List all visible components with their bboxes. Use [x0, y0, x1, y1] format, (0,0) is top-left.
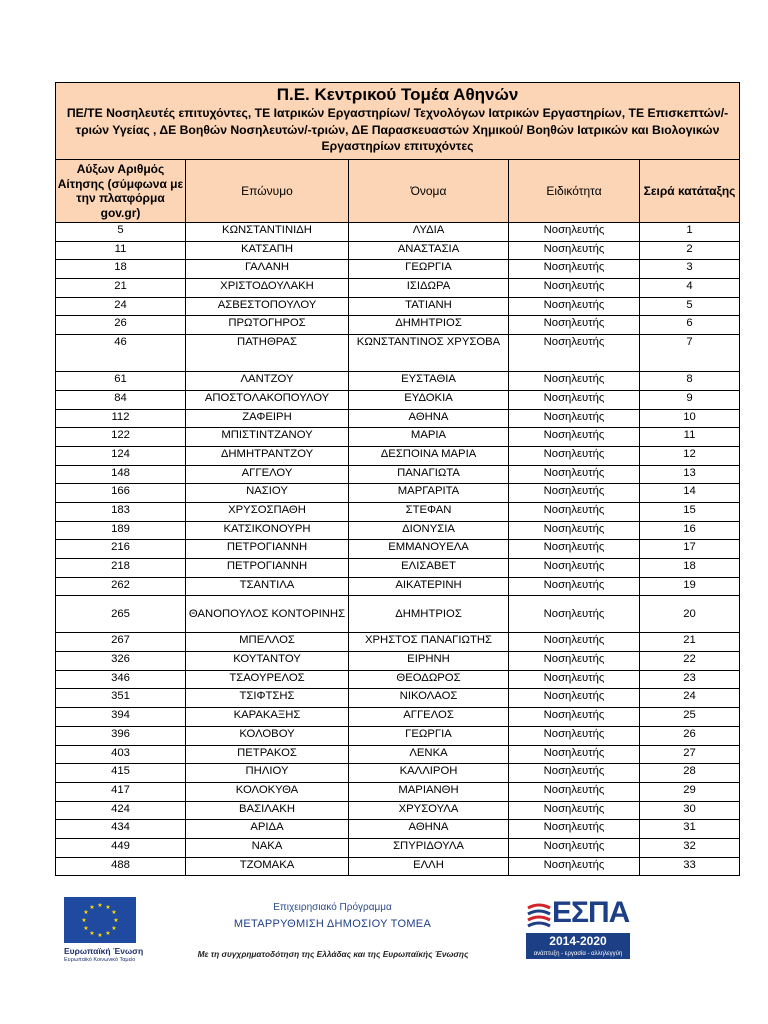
cell-surname: ΝΑΚΑ: [186, 838, 349, 857]
cell-surname: ΑΣΒΕΣΤΟΠΟΥΛΟΥ: [186, 297, 349, 316]
table-row: [56, 689, 740, 708]
cell-specialty: Νοσηλευτής: [509, 559, 640, 578]
cell-specialty: Νοσηλευτής: [509, 260, 640, 279]
cell-app-number: 183: [56, 502, 186, 521]
cell-surname: ΜΠΕΛΛΟΣ: [186, 633, 349, 652]
svg-text:★: ★: [81, 917, 87, 924]
eu-stars-icon: [64, 897, 136, 943]
cell-specialty: Νοσηλευτής: [509, 372, 640, 391]
cell-name: ΘΕΟΔΩΡΟΣ: [349, 670, 509, 689]
cell-app-number: 218: [56, 559, 186, 578]
cell-name: ΛΕΝΚΑ: [349, 745, 509, 764]
cell-specialty: Νοσηλευτής: [509, 465, 640, 484]
cell-rank: 8: [640, 372, 740, 391]
cell-rank: 4: [640, 279, 740, 298]
cell-surname: ΚΟΛΟΚΥΘΑ: [186, 782, 349, 801]
cell-app-number: 84: [56, 390, 186, 409]
cell-name: ΔΗΜΗΤΡΙΟΣ: [349, 316, 509, 335]
table-row: [56, 745, 740, 764]
cell-rank: 17: [640, 540, 740, 559]
cell-rank: 15: [640, 502, 740, 521]
cell-name: ΣΠΥΡΙΔΟΥΛΑ: [349, 838, 509, 857]
cell-name: ΕΙΡΗΝΗ: [349, 652, 509, 671]
cell-rank: 30: [640, 801, 740, 820]
table-row: [56, 577, 740, 596]
cell-rank: 23: [640, 670, 740, 689]
svg-text:★: ★: [97, 902, 103, 909]
cell-name: ΚΑΛΛΙΡΟΗ: [349, 764, 509, 783]
cell-surname: ΑΡΙΔΑ: [186, 820, 349, 839]
cell-surname: ΔΗΜΗΤΡΑΝΤΖΟΥ: [186, 446, 349, 465]
table-row: [56, 540, 740, 559]
eu-flag-logo: [64, 897, 136, 943]
cell-rank: 6: [640, 316, 740, 335]
table-row: [56, 465, 740, 484]
cell-surname: ΠΑΤΗΘΡΑΣ: [186, 335, 349, 372]
cell-specialty: Νοσηλευτής: [509, 857, 640, 876]
table-title: Π.Ε. Κεντρικού Τομέα Αθηνών: [276, 85, 519, 104]
cell-name: ΕΥΣΤΑΘΙΑ: [349, 372, 509, 391]
table-row: [56, 764, 740, 783]
cell-rank: 32: [640, 838, 740, 857]
table-row: [56, 801, 740, 820]
table-row: [56, 596, 740, 633]
cell-name: ΔΕΣΠΟΙΝΑ ΜΑΡΙΑ: [349, 446, 509, 465]
cell-app-number: 265: [56, 596, 186, 633]
cell-rank: 1: [640, 223, 740, 242]
cell-app-number: 262: [56, 577, 186, 596]
cell-app-number: 46: [56, 335, 186, 372]
cell-app-number: 326: [56, 652, 186, 671]
cell-specialty: Νοσηλευτής: [509, 726, 640, 745]
table-row: [56, 316, 740, 335]
table-row: [56, 726, 740, 745]
cell-name: ΕΜΜΑΝΟΥΕΛΑ: [349, 540, 509, 559]
cell-surname: ΤΣΑΟΥΡΕΛΟΣ: [186, 670, 349, 689]
svg-text:★: ★: [97, 932, 103, 939]
cell-specialty: Νοσηλευτής: [509, 409, 640, 428]
cell-rank: 14: [640, 484, 740, 503]
cell-rank: 2: [640, 241, 740, 260]
cell-name: ΚΩΝΣΤΑΝΤΙΝΟΣ ΧΡΥΣΟΒΑ: [349, 335, 509, 372]
cell-name: ΕΛΙΣΑΒΕΤ: [349, 559, 509, 578]
table-row: [56, 409, 740, 428]
cell-rank: 11: [640, 428, 740, 447]
cell-app-number: 351: [56, 689, 186, 708]
cell-name: ΜΑΡΙΑ: [349, 428, 509, 447]
table-row: [56, 279, 740, 298]
cell-surname: ΤΣΙΦΤΣΗΣ: [186, 689, 349, 708]
cell-specialty: Νοσηλευτής: [509, 745, 640, 764]
table-row: [56, 484, 740, 503]
cell-app-number: 5: [56, 223, 186, 242]
cell-surname: ΠΕΤΡΑΚΟΣ: [186, 745, 349, 764]
cell-specialty: Νοσηλευτής: [509, 633, 640, 652]
cell-surname: ΑΠΟΣΤΟΛΑΚΟΠΟΥΛΟΥ: [186, 390, 349, 409]
cell-specialty: Νοσηλευτής: [509, 596, 640, 633]
cell-app-number: 124: [56, 446, 186, 465]
cell-name: ΑΘΗΝΑ: [349, 820, 509, 839]
cell-surname: ΧΡΙΣΤΟΔΟΥΛΑΚΗ: [186, 279, 349, 298]
table-row: [56, 241, 740, 260]
table-row: [56, 782, 740, 801]
table-row: [56, 335, 740, 372]
cell-name: ΣΤΕΦΑΝ: [349, 502, 509, 521]
cell-rank: 16: [640, 521, 740, 540]
cell-specialty: Νοσηλευτής: [509, 670, 640, 689]
svg-text:★: ★: [89, 930, 95, 937]
cell-surname: ΚΑΤΣΙΚΟΝΟΥΡΗ: [186, 521, 349, 540]
table-row: [56, 838, 740, 857]
cell-name: ΕΛΛΗ: [349, 857, 509, 876]
cell-surname: ΠΕΤΡΟΓΙΑΝΝΗ: [186, 559, 349, 578]
cell-name: ΓΕΩΡΓΙΑ: [349, 726, 509, 745]
cell-name: ΝΙΚΟΛΑΟΣ: [349, 689, 509, 708]
cell-name: ΧΡΥΣΟΥΛΑ: [349, 801, 509, 820]
table-row: [56, 559, 740, 578]
cell-app-number: 112: [56, 409, 186, 428]
cell-surname: ΠΡΩΤΟΓΗΡΟΣ: [186, 316, 349, 335]
table-row: [56, 652, 740, 671]
col-header-name: Όνομα: [349, 160, 509, 223]
cell-rank: 33: [640, 857, 740, 876]
cell-app-number: 267: [56, 633, 186, 652]
cell-rank: 9: [640, 390, 740, 409]
svg-text:★: ★: [83, 909, 89, 916]
espa-motto: ανάπτυξη - εργασία - αλληλεγγύη: [526, 949, 630, 959]
cell-app-number: 394: [56, 708, 186, 727]
table-title-block: [56, 83, 740, 160]
cell-specialty: Νοσηλευτής: [509, 820, 640, 839]
cell-surname: ΠΗΛΙΟΥ: [186, 764, 349, 783]
cell-surname: ΓΑΛΑΝΗ: [186, 260, 349, 279]
program-label: Επιχειρησιακό Πρόγραμμα: [273, 902, 392, 913]
svg-text:★: ★: [89, 904, 95, 911]
cell-name: ΔΗΜΗΤΡΙΟΣ: [349, 596, 509, 633]
cell-rank: 19: [640, 577, 740, 596]
cell-rank: 24: [640, 689, 740, 708]
cell-surname: ΚΟΛΟΒΟΥ: [186, 726, 349, 745]
header-row: [56, 160, 740, 223]
cell-name: ΑΙΚΑΤΕΡΙΝΗ: [349, 577, 509, 596]
cell-specialty: Νοσηλευτής: [509, 764, 640, 783]
cell-specialty: Νοσηλευτής: [509, 782, 640, 801]
cell-specialty: Νοσηλευτής: [509, 838, 640, 857]
cell-rank: 18: [640, 559, 740, 578]
cell-app-number: 424: [56, 801, 186, 820]
cell-specialty: Νοσηλευτής: [509, 390, 640, 409]
cell-surname: ΠΕΤΡΟΓΙΑΝΝΗ: [186, 540, 349, 559]
cell-surname: ΜΠΙΣΤΙΝΤΖΑΝΟΥ: [186, 428, 349, 447]
cell-surname: ΚΟΥΤΑΝΤΟΥ: [186, 652, 349, 671]
svg-text:★: ★: [111, 925, 117, 932]
cell-rank: 26: [640, 726, 740, 745]
eu-label: Ευρωπαϊκή Ένωση: [64, 946, 144, 956]
greek-flag-wave-icon: [526, 900, 552, 930]
cell-specialty: Νοσηλευτής: [509, 223, 640, 242]
cell-specialty: Νοσηλευτής: [509, 279, 640, 298]
cell-surname: ΑΓΓΕΛΟΥ: [186, 465, 349, 484]
cell-name: ΤΑΤΙΑΝΗ: [349, 297, 509, 316]
espa-logo: [526, 896, 630, 960]
svg-text:★: ★: [83, 925, 89, 932]
espa-years: 2014-2020: [526, 933, 630, 949]
cell-app-number: 434: [56, 820, 186, 839]
cell-surname: ΛΑΝΤΖΟΥ: [186, 372, 349, 391]
cell-rank: 7: [640, 335, 740, 372]
cell-app-number: 396: [56, 726, 186, 745]
cell-surname: ΤΣΑΝΤΙΛΑ: [186, 577, 349, 596]
cell-app-number: 26: [56, 316, 186, 335]
table-row: [56, 372, 740, 391]
table-row: [56, 223, 740, 242]
cell-rank: 10: [640, 409, 740, 428]
table-row: [56, 390, 740, 409]
cell-specialty: Νοσηλευτής: [509, 502, 640, 521]
cell-specialty: Νοσηλευτής: [509, 521, 640, 540]
cell-surname: ΤΖΟΜΑΚΑ: [186, 857, 349, 876]
table-row: [56, 670, 740, 689]
cell-specialty: Νοσηλευτής: [509, 335, 640, 372]
cell-surname: ΚΩΝΣΤΑΝΤΙΝΙΔΗ: [186, 223, 349, 242]
cell-name: ΑΝΑΣΤΑΣΙΑ: [349, 241, 509, 260]
col-header-app-number: Αύξων Αριθμός Αίτησης (σύμφωνα με την πλατφόρμα gov.gr): [56, 160, 186, 223]
table-row: [56, 857, 740, 876]
svg-text:★: ★: [111, 909, 117, 916]
cell-name: ΑΘΗΝΑ: [349, 409, 509, 428]
cell-specialty: Νοσηλευτής: [509, 241, 640, 260]
cell-surname: ΧΡΥΣΟΣΠΑΘΗ: [186, 502, 349, 521]
cell-rank: 31: [640, 820, 740, 839]
cell-app-number: 346: [56, 670, 186, 689]
table-row: [56, 428, 740, 447]
cell-rank: 13: [640, 465, 740, 484]
svg-text:★: ★: [105, 904, 111, 911]
table-row: [56, 297, 740, 316]
table-row: [56, 521, 740, 540]
cell-app-number: 24: [56, 297, 186, 316]
cell-app-number: 415: [56, 764, 186, 783]
col-header-surname: Επώνυμο: [186, 160, 349, 223]
cell-app-number: 166: [56, 484, 186, 503]
cell-name: ΜΑΡΓΑΡΙΤΑ: [349, 484, 509, 503]
cell-specialty: Νοσηλευτής: [509, 708, 640, 727]
cell-rank: 28: [640, 764, 740, 783]
cell-app-number: 21: [56, 279, 186, 298]
eu-fund-label: Ευρωπαϊκό Κοινωνικό Ταμείο: [64, 957, 136, 963]
table-row: [56, 633, 740, 652]
cell-specialty: Νοσηλευτής: [509, 297, 640, 316]
cell-surname: ΖΑΦΕΙΡΗ: [186, 409, 349, 428]
cell-specialty: Νοσηλευτής: [509, 801, 640, 820]
cell-specialty: Νοσηλευτής: [509, 652, 640, 671]
cell-surname: ΚΑΤΣΑΠΗ: [186, 241, 349, 260]
table-row: [56, 446, 740, 465]
col-header-rank: Σειρά κατάταξης: [640, 160, 740, 223]
results-table: [55, 82, 740, 876]
cell-rank: 21: [640, 633, 740, 652]
cell-app-number: 488: [56, 857, 186, 876]
cell-rank: 25: [640, 708, 740, 727]
cell-specialty: Νοσηλευτής: [509, 428, 640, 447]
cell-name: ΓΕΩΡΓΙΑ: [349, 260, 509, 279]
cell-name: ΠΑΝΑΓΙΩΤΑ: [349, 465, 509, 484]
table-row: [56, 820, 740, 839]
table-row: [56, 260, 740, 279]
cell-app-number: 18: [56, 260, 186, 279]
svg-text:★: ★: [105, 930, 111, 937]
cell-name: ΑΓΓΕΛΟΣ: [349, 708, 509, 727]
cell-app-number: 189: [56, 521, 186, 540]
cell-specialty: Νοσηλευτής: [509, 446, 640, 465]
cell-rank: 3: [640, 260, 740, 279]
cell-name: ΙΣΙΔΩΡΑ: [349, 279, 509, 298]
cell-surname: ΚΑΡΑΚΑΞΗΣ: [186, 708, 349, 727]
col-header-specialty: Ειδικότητα: [509, 160, 640, 223]
cell-surname: ΘΑΝΟΠΟΥΛΟΣ ΚΟΝΤΟΡΙΝΗΣ: [186, 596, 349, 633]
cell-app-number: 11: [56, 241, 186, 260]
cell-app-number: 449: [56, 838, 186, 857]
table-row: [56, 502, 740, 521]
cell-surname: ΒΑΣΙΛΑΚΗ: [186, 801, 349, 820]
cell-name: ΕΥΔΟΚΙΑ: [349, 390, 509, 409]
table-row: [56, 708, 740, 727]
espa-title: ΕΣΠΑ: [552, 896, 630, 929]
cell-surname: ΝΑΣΙΟΥ: [186, 484, 349, 503]
cell-specialty: Νοσηλευτής: [509, 316, 640, 335]
cell-rank: 20: [640, 596, 740, 633]
cell-specialty: Νοσηλευτής: [509, 577, 640, 596]
cell-app-number: 148: [56, 465, 186, 484]
program-name: ΜΕΤΑΡΡΥΘΜΙΣΗ ΔΗΜΟΣΙΟΥ ΤΟΜΕΑ: [233, 918, 432, 930]
cell-app-number: 216: [56, 540, 186, 559]
cell-app-number: 61: [56, 372, 186, 391]
cell-app-number: 403: [56, 745, 186, 764]
cell-rank: 12: [640, 446, 740, 465]
cell-app-number: 122: [56, 428, 186, 447]
svg-text:★: ★: [113, 917, 119, 924]
cell-app-number: 417: [56, 782, 186, 801]
cell-rank: 22: [640, 652, 740, 671]
cell-specialty: Νοσηλευτής: [509, 484, 640, 503]
cell-name: ΜΑΡΙΑΝΘΗ: [349, 782, 509, 801]
table-subtitle: ΠΕ/ΤΕ Νοσηλευτές επιτυχόντες, ΤΕ Ιατρικών Εργαστηρίων/ Τεχνολόγων Ιατρικών Εργαστηρίων, ΤΕ Επισκεπτών/-τριών Υγείας , ΔΕ Βοηθών Νοσηλευτών/-τριών, ΔΕ Παρασκευαστών Χημικού/ Βοηθών Ιατρικών και Βιολογικών Εργαστηρίων επιτυχόντες: [66, 106, 729, 153]
cell-rank: 29: [640, 782, 740, 801]
cofunding-text: Με τη συγχρηματοδότηση της Ελλάδας και της Ευρωπαϊκής Ένωσης: [197, 949, 469, 959]
cell-specialty: Νοσηλευτής: [509, 689, 640, 708]
cell-specialty: Νοσηλευτής: [509, 540, 640, 559]
cell-rank: 5: [640, 297, 740, 316]
cell-name: ΛΥΔΙΑ: [349, 223, 509, 242]
cell-name: ΧΡΗΣΤΟΣ ΠΑΝΑΓΙΩΤΗΣ: [349, 633, 509, 652]
cell-name: ΔΙΟΝΥΣΙΑ: [349, 521, 509, 540]
cell-rank: 27: [640, 745, 740, 764]
